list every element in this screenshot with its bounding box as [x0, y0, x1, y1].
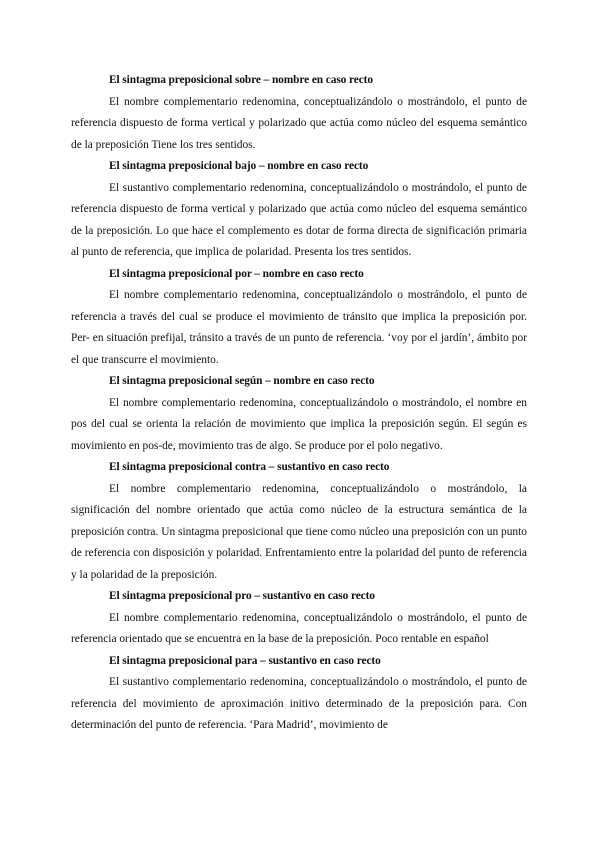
- section-paragraph: El nombre complementario redenomina, conceptualizándolo o mostrándolo, el punto de referencia a través del cual se produce el movimiento de tránsito que implica la preposición por. Per- en situación prefijal, tránsito a través de un punto de referencia. ‘voy por el jardín’, ámbito por el que transcurre el movimiento.: [71, 289, 527, 366]
- document-body: [71, 70, 527, 737]
- section-por: [71, 264, 527, 372]
- section-paragraph: El nombre complementario redenomina, conceptualizándolo o mostrándolo, el nombre en pos del cual se orienta la relación de movimiento que implica la preposición según. El según es movimiento en pos-de, movimiento tras de algo. Se produce por el polo negativo.: [71, 396, 527, 452]
- section-heading: El sintagma preposicional según – nombre en caso recto: [109, 375, 375, 387]
- section-pro: [71, 586, 527, 651]
- section-heading: El sintagma preposicional pro – sustantivo en caso recto: [109, 590, 375, 602]
- section-paragraph: El nombre complementario redenomina, conceptualizándolo o mostrándolo, el punto de referencia orientado que se encuentra en la base de la preposición. Poco rentable en español: [71, 611, 527, 645]
- section-contra: [71, 457, 527, 586]
- section-heading: El sintagma preposicional contra – sustantivo en caso recto: [109, 461, 390, 473]
- section-heading: El sintagma preposicional bajo – nombre en caso recto: [109, 160, 369, 172]
- section-paragraph: El nombre complementario redenomina, conceptualizándolo o mostrándolo, el punto de referencia dispuesto de forma vertical y polarizado que actúa como núcleo del esquema semántico de la preposición Tiene los tres sentidos.: [71, 95, 527, 151]
- section-paragraph: El sustantivo complementario redenomina, conceptualizándolo o mostrándolo, el punto de referencia dispuesto de forma vertical y polarizado que actúa como núcleo del esquema semántico de la preposición. Lo que hace el complemento es dotar de forma directa de significación primaria al punto de referencia, que implica de polaridad. Presenta los tres sentidos.: [71, 181, 527, 258]
- section-heading: El sintagma preposicional sobre – nombre en caso recto: [109, 74, 373, 86]
- section-sobre: [71, 70, 527, 156]
- section-heading: El sintagma preposicional para – sustantivo en caso recto: [109, 654, 381, 667]
- section-bajo: [71, 156, 527, 264]
- section-heading: El sintagma preposicional por – nombre en caso recto: [109, 267, 364, 280]
- section-paragraph: El sustantivo complementario redenomina, conceptualizándolo o mostrándolo, el punto de referencia del movimiento de aproximación initivo determinado de la preposición para. Con determinación del punto de referencia. ‘Para Madrid’, movimiento de: [71, 676, 527, 731]
- section-para: [71, 651, 527, 737]
- section-segun: [71, 371, 527, 457]
- section-paragraph: El nombre complementario redenomina, conceptualizándolo o mostrándolo, la significación del nombre orientado que actúa como núcleo de la estructura semántica de la preposición contra. Un sintagma preposicional que tiene como núcleo una preposición con un punto de referencia con disposición y polaridad. Enfrentamiento entre la polaridad del punto de referencia y la polaridad de la preposición.: [71, 482, 527, 581]
